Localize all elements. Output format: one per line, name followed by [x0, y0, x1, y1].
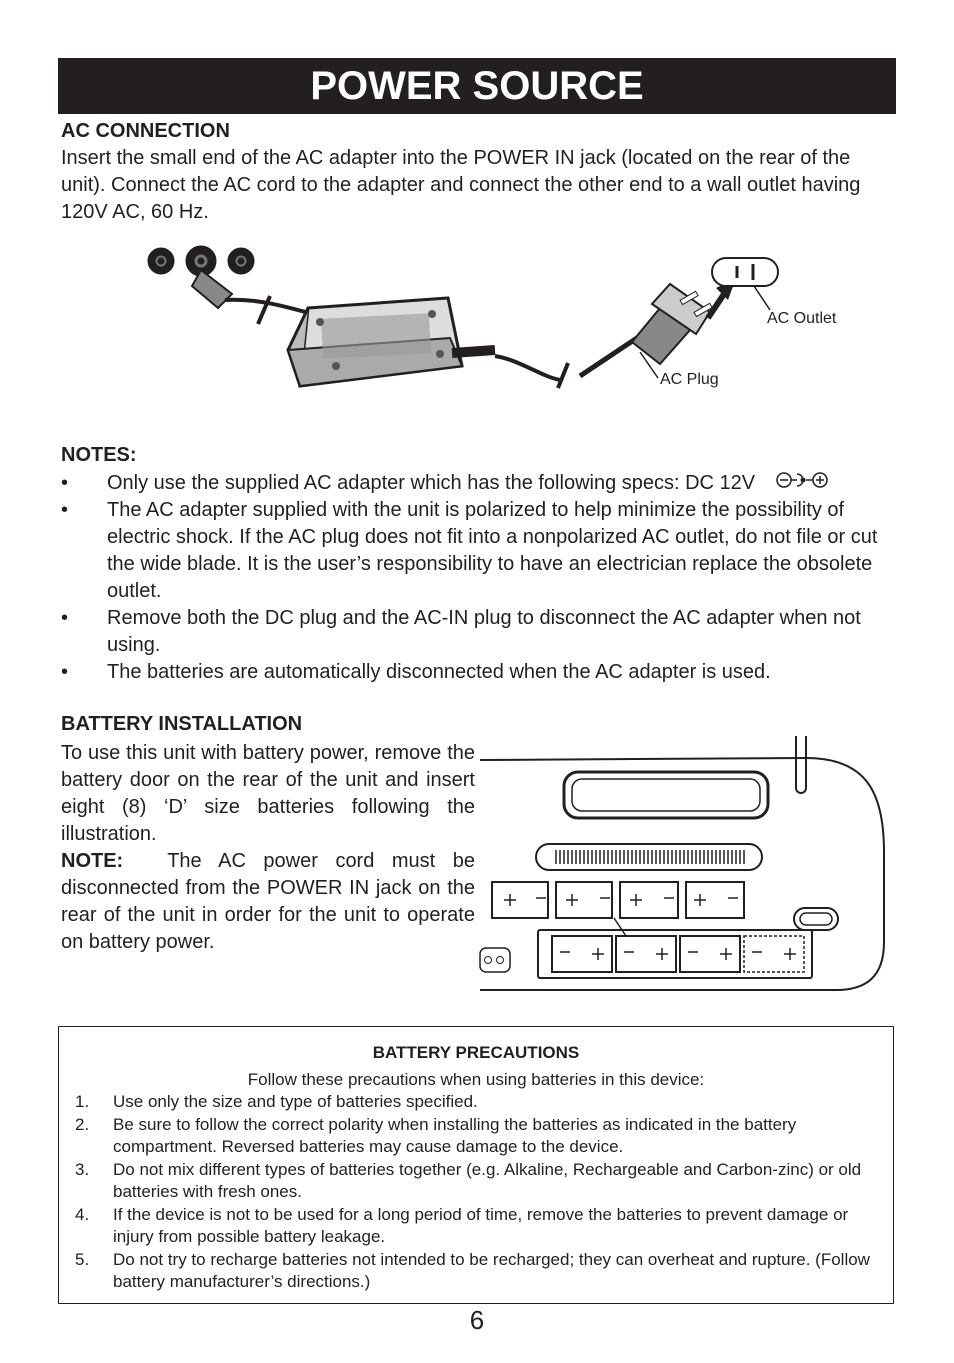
page-number: 6: [469, 1305, 485, 1335]
battery-note: NOTE: The AC power cord must be disconnected from the POWER IN jack on the rear of the unit in order for the unit to operate on battery power.: [61, 850, 475, 953]
battery-precautions-intro: Follow these precautions when using batteries in this device:: [247, 1070, 705, 1089]
list-item: 1. Use only the size and type of batteries specified.: [75, 1092, 478, 1111]
page-title: POWER SOURCE: [58, 58, 896, 114]
ac-adapter-illustration: [140, 238, 860, 403]
list-item: • The batteries are automatically disconnected when the AC adapter is used.: [61, 661, 771, 683]
dc-polarity-icon: [775, 471, 831, 491]
list-item: • Remove both the DC plug and the AC-IN plug to disconnect the AC adapter when not using.: [61, 607, 861, 656]
ac-outlet-label: AC Outlet: [767, 310, 837, 327]
battery-compartment-illustration: [476, 732, 896, 998]
list-item: 3. Do not mix different types of batteries together (e.g. Alkaline, Rechargeable and Carbon-zinc) or old batteries with fresh ones.: [75, 1159, 862, 1201]
notes-heading: NOTES:: [61, 444, 137, 466]
battery-precautions-title: BATTERY PRECAUTIONS: [372, 1043, 580, 1062]
ac-plug-label: AC Plug: [660, 371, 719, 388]
ac-connection-heading: AC CONNECTION: [61, 120, 230, 142]
battery-installation-heading: BATTERY INSTALLATION: [61, 713, 303, 735]
battery-installation-text: To use this unit with battery power, remove the battery door on the rear of the unit and insert eight (8) ‘D’ size batteries following the illustration. NOTE: The AC power cord must be disconnected from the POWER IN jack on the rear of the unit in order for the unit to operate on battery power.: [61, 740, 475, 956]
battery-precautions-list: [75, 1091, 885, 1294]
list-item: 4. If the device is not to be used for a long period of time, remove the batteries to prevent damage or injury from possible battery leakage.: [75, 1204, 849, 1246]
list-item: • Only use the supplied AC adapter which has the following specs: DC 12V: [61, 470, 893, 497]
list-item: 5. Do not try to recharge batteries not intended to be recharged; they can overheat and rupture. (Follow battery manufacturer’s directions.): [75, 1249, 870, 1291]
ac-connection-text: Insert the small end of the AC adapter into the POWER IN jack (located on the rear of the unit). Connect the AC cord to the adapter and connect the other end to a wall outlet having 120V AC, 60 Hz.: [61, 147, 861, 223]
list-item: • The AC adapter supplied with the unit is polarized to help minimize the possibility of electric shock. If the AC plug does not fit into a nonpolarized AC outlet, do not file or cut the wide blade. It is the user’s responsibility to have an electrician replace the obsolete outlet.: [61, 499, 878, 602]
list-item: 2. Be sure to follow the correct polarity when installing the batteries as indicated in the battery compartment. Reversed batteries may cause damage to the device.: [75, 1114, 797, 1156]
notes-list: [61, 470, 893, 686]
battery-precautions-box: [58, 1026, 894, 1304]
